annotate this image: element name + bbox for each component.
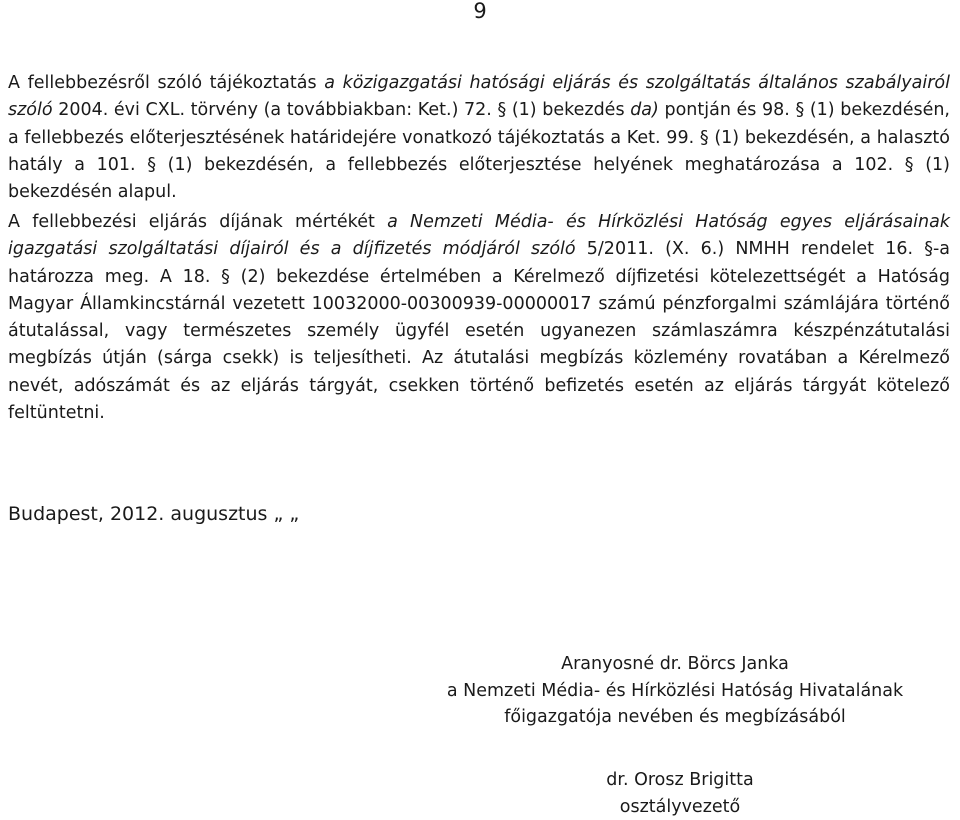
place-and-date: Budapest, 2012. augusztus „ „ (8, 501, 299, 527)
paragraph-segment-italic: da) (630, 100, 659, 120)
paragraph-segment-italic: a közigazgatási hatósági eljárás és szolgáltatás általános szabályairól szóló (8, 73, 950, 120)
signatory-name: Aranyosné dr. Börcs Janka (400, 651, 950, 678)
page-number: 9 (0, 0, 960, 24)
signatory-title: osztályvezető (555, 794, 805, 820)
signature-block-main (400, 651, 950, 731)
signatory-name: dr. Orosz Brigitta (555, 767, 805, 794)
signatory-organisation: a Nemzeti Média- és Hírközlési Hatóság Hivatalának (400, 678, 950, 705)
paragraph-segment: 5/2011. (X. 6.) NMHH rendelet 16. §-a határozza meg. A 18. § (2) bekezdése értelmében a Kérelmező díjfizetési kötelezettségét a Hatóság Magyar Államkincstárnál vezetett 10032000-00300939-00000017 számú pénzforgalmi számlájára történő átutalással, vagy természetes személy ügyfél esetén ugyanezen számlaszámra készpénzátutalási megbízás útján (sárga csekk) is teljesítheti. Az átutalási megbízás közlemény rovatában a Kérelmező nevét, adószámát és az eljárás tárgyát, csekken történő befizetés esetén az eljárás tárgyát kötelező feltüntetni. (8, 239, 950, 423)
paragraph-segment-italic: a Nemzeti Média- és Hírközlési Hatóság egyes eljárásainak igazgatási szolgáltatási díjairól és a díjfizetés módjáról szóló (8, 212, 950, 259)
paragraph-appeal-information (8, 70, 950, 206)
signatory-capacity: főigazgatója nevében és megbízásából (400, 704, 950, 731)
paragraph-segment: pontján és 98. § (1) bekezdésén, a fellebbezés előterjesztésének határidejére vonatkozó tájékoztatás a Ket. 99. § (1) bekezdésén, a halasztó hatály a 101. § (1) bekezdésén, a fellebbezés előterjesztése helyének meghatározása a 102. § (1) bekezdésén alapul. (8, 100, 950, 202)
paragraph-segment: A fellebbezési eljárás díjának mértékét (8, 212, 387, 232)
signature-block-secondary (555, 767, 805, 820)
paragraph-segment: A fellebbezésről szóló tájékoztatás (8, 73, 324, 93)
paragraph-appeal-fee (8, 209, 950, 427)
paragraph-segment: 2004. évi CXL. törvény (a továbbiakban: Ket.) 72. § (1) bekezdés (53, 100, 631, 120)
